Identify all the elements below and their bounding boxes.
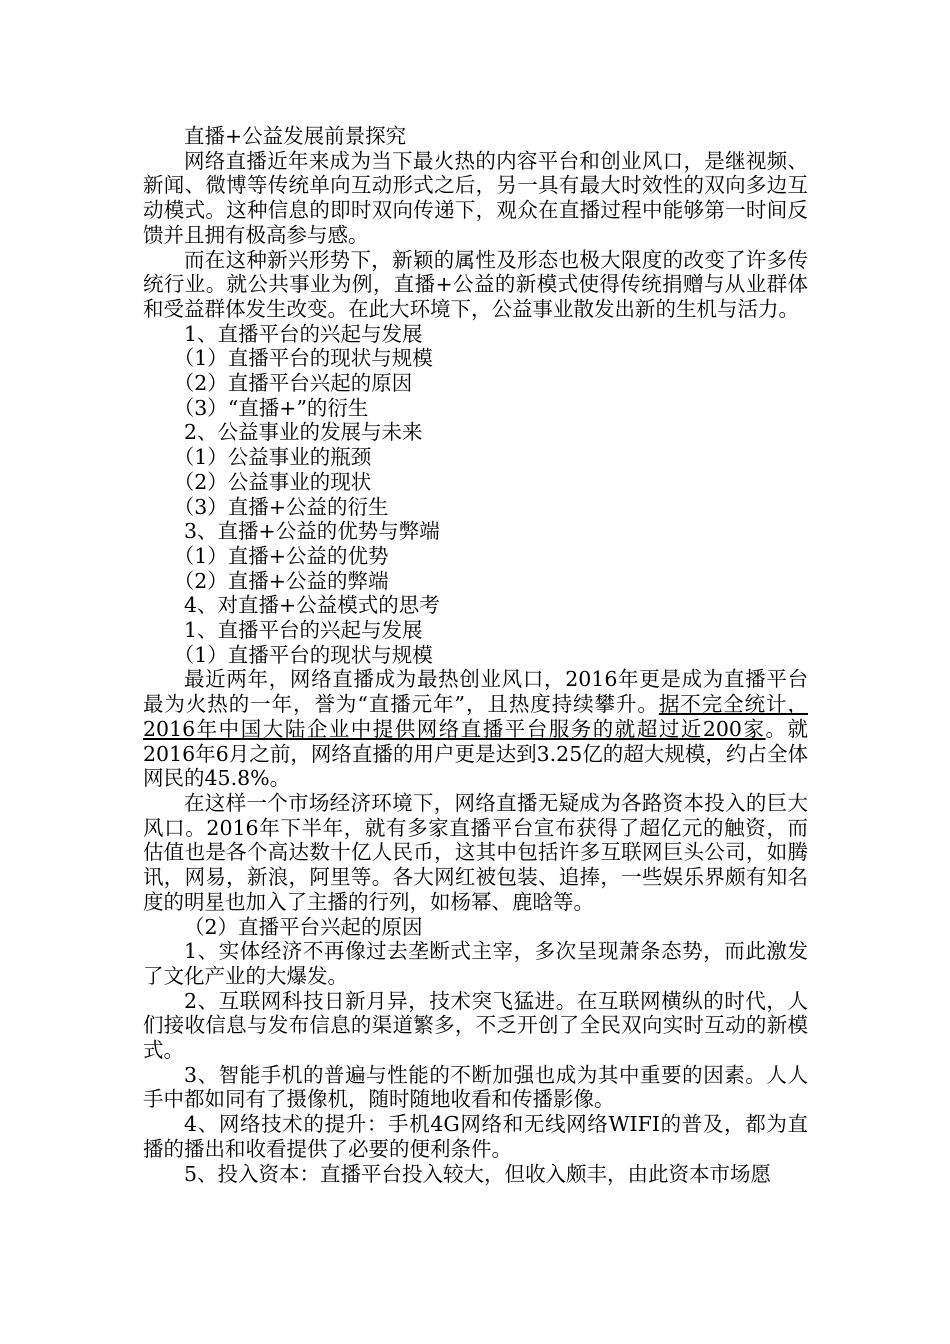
subsection-heading: （2）直播平台兴起的原因	[184, 914, 423, 939]
document-title: 直播+公益发展前景探究	[184, 124, 407, 148]
reason-paragraph: 4、网络技术的提升：手机4G网络和无线网络WIFI的普及，都为直播的播出和收看提供了必要的便利条件。	[143, 1112, 808, 1161]
outline-item: （2）公益事业的现状	[173, 469, 372, 494]
outline-item: 1、直播平台的兴起与发展	[184, 321, 423, 346]
outline-item: （1）公益事业的瓶颈	[173, 445, 372, 470]
outline-item: 2、公益事业的发展与未来	[184, 420, 423, 445]
intro-paragraph: 而在这种新兴形势下，新颖的属性及形态也极大限度的改变了许多传统行业。就公共事业为例，直播+公益的新模式使得传统捐赠与从业群体和受益群体发生改变。在此大环境下，公益事业散发出新的生机与活力。	[143, 247, 808, 321]
reason-paragraph: 5、投入资本：直播平台投入较大，但收入颇丰，由此资本市场愿	[184, 1161, 772, 1186]
reason-paragraph: 2、互联网科技日新月异，技术突飞猛进。在互联网横纵的时代，人们接收信息与发布信息的渠道繁多，不乏开创了全民双向实时互动的新模式。	[143, 988, 808, 1063]
body-paragraph: 在这样一个市场经济环境下，网络直播无疑成为各路资本投入的巨大风口。2016年下半年，就有多家直播平台宣布获得了超亿元的触资，而估值也是各个高达数十亿人民币，这其中包括许多互联网巨头公司，如腾讯，网易，新浪，阿里等。各大网红被包装、追捧，一些娱乐界颇有知名度的明星也加入了主播的行列，如杨幂、鹿晗等。	[143, 790, 808, 914]
underlined-text: 据不完全统计，2016年中国大陆企业中提供网络直播平台服务的就超过近200家	[143, 692, 808, 741]
outline-item: 3、直播+公益的优势与弊端	[184, 519, 440, 544]
reason-paragraph: 1、实体经济不再像过去垄断式主宰，多次呈现萧条态势，而此激发了文化产业的大爆发。	[143, 939, 808, 988]
paragraph-text: 最近两年，网络直播成为最热创业风口，2016年更是成为直播平台最为火热的一年，誉为“直播元年”，且热度持续攀升。	[143, 667, 808, 717]
paragraph-text: 。就2016年6月之前，网络直播的用户更是达到3.25亿的超大规模，约占全体网民的45.8%。	[143, 716, 808, 791]
outline-item: 4、对直播+公益模式的思考	[184, 593, 440, 618]
outline-item: （2）直播平台兴起的原因	[173, 371, 413, 396]
reason-paragraph: 3、智能手机的普遍与性能的不断加强也成为其中重要的因素。人人手中都如同有了摄像机，随时随地收看和传播影像。	[143, 1062, 808, 1112]
body-paragraph	[143, 667, 808, 791]
outline-item: （1）直播平台的现状与规模	[173, 346, 433, 371]
outline-item: （2）直播+公益的弊端	[173, 568, 389, 593]
subsection-heading: （1）直播平台的现状与规模	[173, 642, 433, 667]
document-body	[143, 124, 808, 1186]
outline-item: （3）“直播+”的衍生	[173, 395, 369, 420]
intro-paragraph: 网络直播近年来成为当下最火热的内容平台和创业风口，是继视频、新闻、微博等传统单向互动形式之后，另一具有最大时效性的双向多边互动模式。这种信息的即时双向传递下，观众在直播过程中能够第一时间反馈并且拥有极高参与感。	[143, 148, 808, 247]
outline-item: （3）直播+公益的衍生	[173, 494, 389, 519]
outline-item: （1）直播+公益的优势	[173, 543, 389, 568]
section-heading: 1、直播平台的兴起与发展	[184, 618, 423, 643]
